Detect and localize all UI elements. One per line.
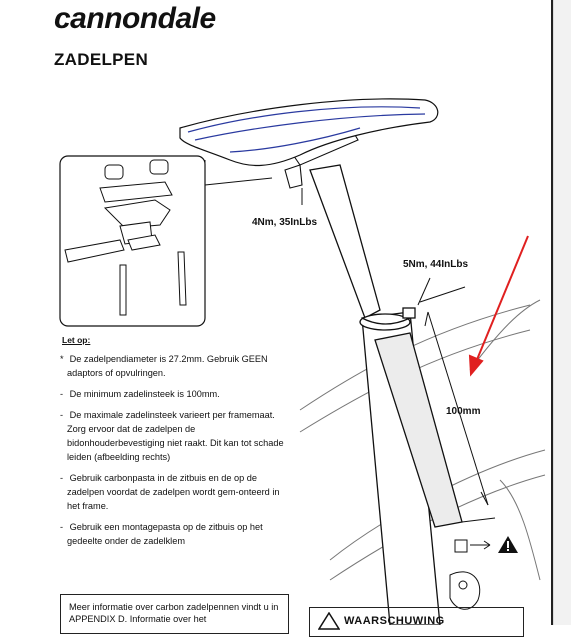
- warning-text: WAARSCHUWING: [344, 615, 445, 627]
- list-item: - Gebruik carbonpasta in de zitbuis en de op de zadelpen voordat de zadelpen wordt gem-onteerd in het frame.: [60, 473, 280, 511]
- warning-box: [309, 607, 524, 637]
- notes-title: Let op:: [62, 335, 91, 345]
- brand-logo: cannondale: [54, 2, 216, 35]
- list-item: - Gebruik een montagepasta op de zitbuis op het gedeelte onder de zadelklem: [60, 522, 263, 546]
- notes-list: [60, 352, 290, 555]
- info-box-text: Meer informatie over carbon zadelpennen vindt u in APPENDIX D. Informatie over het: [69, 602, 279, 624]
- list-item: * De zadelpendiameter is 27.2mm. Gebruik GEEN adaptors of opvulringen.: [60, 354, 268, 378]
- list-item: - De minimum zadelinsteek is 100mm.: [60, 389, 220, 399]
- scrollbar[interactable]: [553, 0, 571, 625]
- insert-depth-label: 100mm: [446, 406, 481, 417]
- torque-label-top: 4Nm, 35InLbs: [252, 217, 318, 228]
- info-box: [60, 594, 289, 634]
- warning-icon: [318, 612, 340, 630]
- torque-label-clamp: 5Nm, 44InLbs: [403, 259, 469, 270]
- page-title: ZADELPEN: [54, 50, 149, 69]
- list-item: - De maximale zadelinsteek varieert per framemaat. Zorg ervoor dat de zadelpen de bidonhouderbevestiging niet raakt. Dit kan tot schade leiden (afbeelding rechts): [60, 410, 284, 462]
- red-arrow-icon: [470, 236, 528, 374]
